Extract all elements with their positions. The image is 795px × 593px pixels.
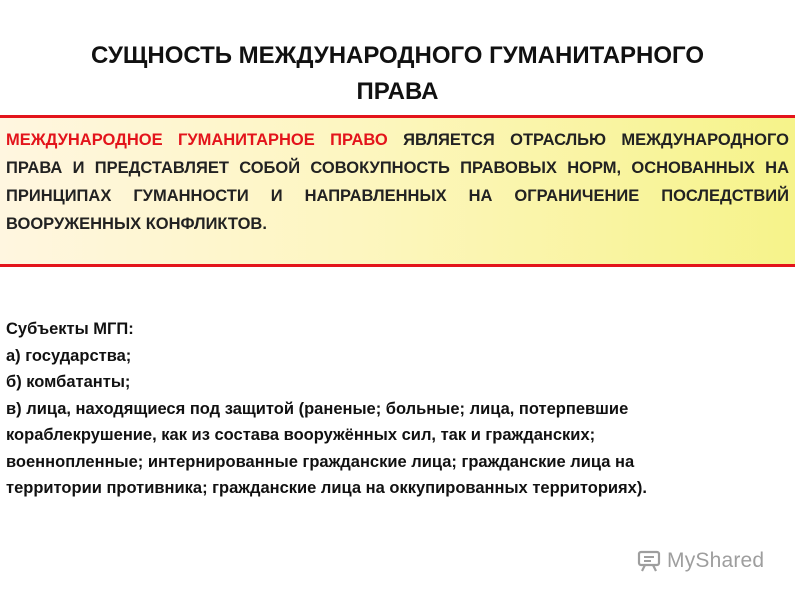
slide-title-line-1: СУЩНОСТЬ МЕЖДУНАРОДНОГО ГУМАНИТАРНОГО [90,42,705,69]
subjects-line: кораблекрушение, как из состава вооружённых сил, так и гражданских; [6,426,596,444]
myshared-watermark[interactable] [636,546,771,576]
slide-title [30,38,765,110]
slide-title-line-2: ПРАВА [356,78,439,105]
myshared-logo-icon [636,548,662,574]
subjects-line: в) лица, находящиеся под защитой (раненые; больные; лица, потерпевшие [6,399,629,418]
watermark-text: MyShared [667,549,765,572]
definition-box [0,115,795,267]
subjects-line: территории противника; гражданские лица на оккупированных территориях). [6,479,647,497]
definition-text: ЯВЛЯЕТСЯ ОТРАСЛЬЮ МЕЖДУНАРОДНОГО ПРАВА И ПРЕДСТАВЛЯЕТ СОБОЙ СОВОКУПНОСТЬ ПРАВОВЫХ НОРМ, ОСНОВАННЫХ НА ПРИНЦИПАХ ГУМАННОСТИ И НАПРАВЛЕННЫХ НА ОГРАНИЧЕНИЕ ПОСЛЕДСТВИЙ ВООРУЖЕННЫХ КОНФЛИКТОВ. [6,131,789,233]
subjects-heading: Субъекты МГП: [6,320,134,338]
definition-term: МЕЖДУНАРОДНОЕ ГУМАНИТАРНОЕ ПРАВО [6,131,388,149]
subjects-line: б) комбатанты; [6,373,131,391]
subjects-list [6,316,786,502]
subjects-line: а) государства; [6,346,132,365]
definition-paragraph [6,126,789,238]
subjects-line: военнопленные; интернированные гражданские лица; гражданские лица на [6,452,635,471]
